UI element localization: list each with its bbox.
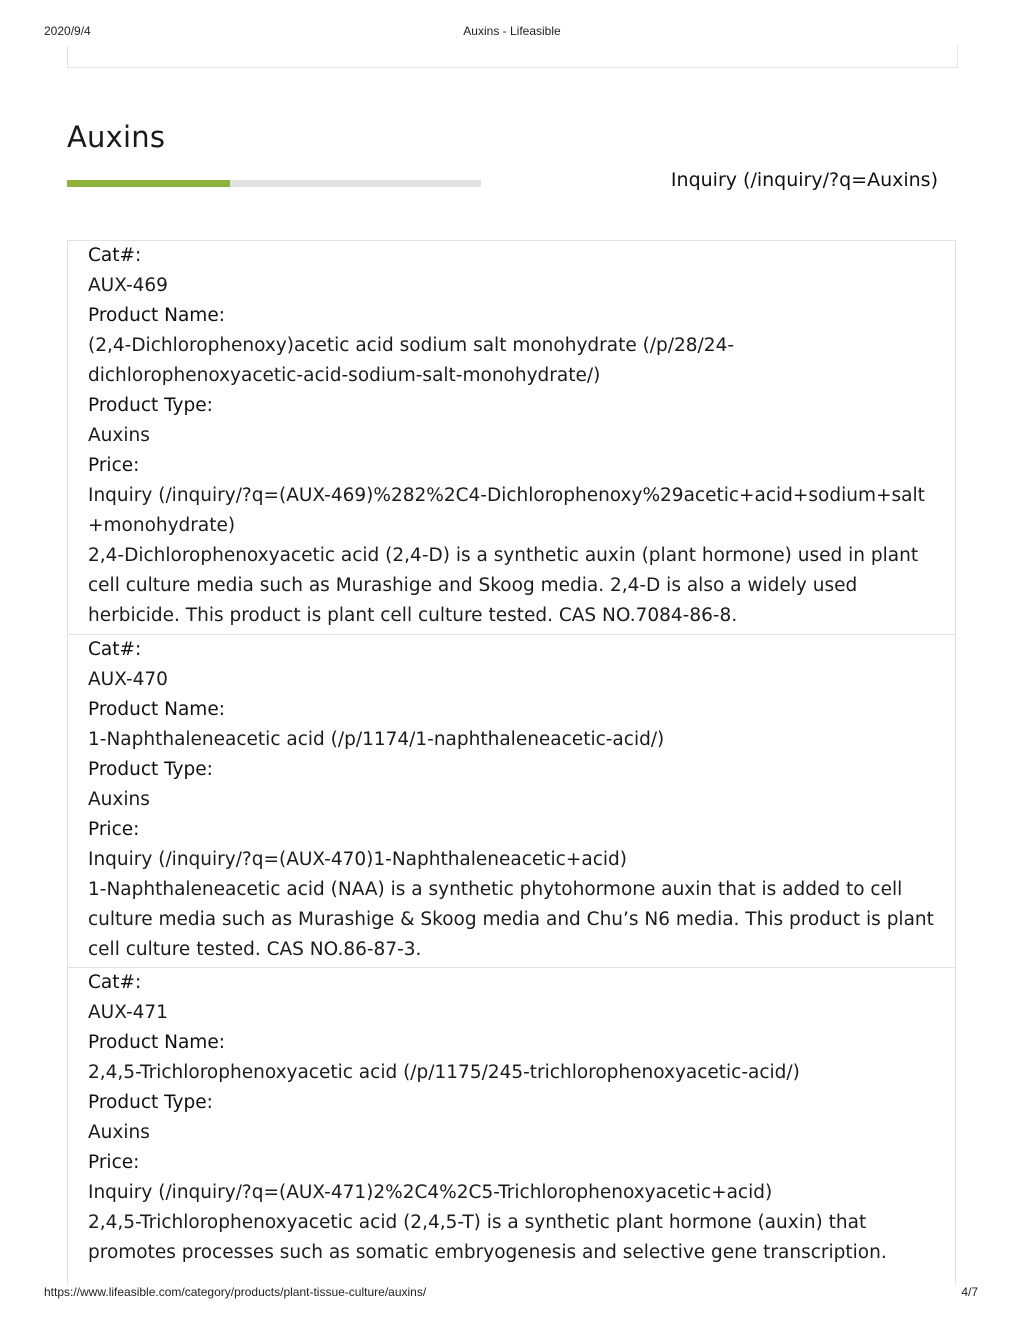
cat-value: AUX-471 bbox=[88, 1002, 168, 1023]
product-list bbox=[67, 240, 956, 1285]
print-header bbox=[0, 24, 1024, 42]
product-description: 2,4-Dichlorophenoxyacetic acid (2,4-D) is a synthetic auxin (plant hormone) used in plant cell culture media such as Murashige and Skoog media. 2,4-D is also a widely used herbicide. This product is plant cell culture tested. CAS NO.7084-86-8. bbox=[88, 545, 919, 626]
price-label: Price: bbox=[88, 1152, 140, 1173]
product-name-link[interactable]: (2,4-Dichlorophenoxy)acetic acid sodium salt monohydrate (/p/28/24-dichlorophenoxyacetic-acid-sodium-salt-monohydrate/) bbox=[88, 335, 735, 386]
price-label: Price: bbox=[88, 455, 140, 476]
product-description: 2,4,5-Trichlorophenoxyacetic acid (2,4,5-T) is a synthetic plant hormone (auxin) that promotes processes such as somatic embryogenesis and selective gene transcription. bbox=[88, 1212, 887, 1263]
product-name-link[interactable]: 1-Naphthaleneacetic acid (/p/1174/1-naphthaleneacetic-acid/) bbox=[88, 729, 665, 750]
price-inquiry-link[interactable]: Inquiry (/inquiry/?q=(AUX-471)2%2C4%2C5-Trichlorophenoxyacetic+acid) bbox=[88, 1182, 773, 1203]
product-name-label: Product Name: bbox=[88, 1032, 225, 1053]
cat-value: AUX-469 bbox=[88, 275, 168, 296]
price-inquiry-link[interactable]: Inquiry (/inquiry/?q=(AUX-470)1-Naphthaleneacetic+acid) bbox=[88, 849, 627, 870]
product-item bbox=[68, 635, 955, 968]
product-item bbox=[68, 241, 955, 635]
print-page-number: 4/7 bbox=[961, 1285, 978, 1299]
price-inquiry-link[interactable]: Inquiry (/inquiry/?q=(AUX-469)%282%2C4-Dichlorophenoxy%29acetic+acid+sodium+salt+monohydrate) bbox=[88, 485, 925, 536]
product-type-label: Product Type: bbox=[88, 1092, 213, 1113]
print-url: https://www.lifeasible.com/category/products/plant-tissue-culture/auxins/ bbox=[44, 1285, 427, 1299]
product-type-value: Auxins bbox=[88, 425, 150, 446]
cat-label: Cat#: bbox=[88, 639, 142, 660]
title-underline bbox=[67, 180, 481, 187]
previous-section-box bbox=[67, 46, 958, 68]
cat-label: Cat#: bbox=[88, 245, 142, 266]
product-item bbox=[68, 968, 955, 1268]
title-underline-accent bbox=[67, 180, 230, 187]
price-label: Price: bbox=[88, 819, 140, 840]
print-footer bbox=[0, 1285, 1024, 1303]
product-description: 1-Naphthaleneacetic acid (NAA) is a synthetic phytohormone auxin that is added to cell culture media such as Murashige & Skoog media and Chu’s N6 media. This product is plant cell culture tested. CAS NO.86-87-3. bbox=[88, 879, 934, 960]
product-type-value: Auxins bbox=[88, 1122, 150, 1143]
print-doc-title: Auxins - Lifeasible bbox=[463, 24, 561, 38]
page-title: Auxins bbox=[67, 120, 166, 154]
cat-value: AUX-470 bbox=[88, 669, 168, 690]
product-name-link[interactable]: 2,4,5-Trichlorophenoxyacetic acid (/p/1175/245-trichlorophenoxyacetic-acid/) bbox=[88, 1062, 800, 1083]
product-type-label: Product Type: bbox=[88, 395, 213, 416]
print-date: 2020/9/4 bbox=[44, 24, 91, 38]
product-name-label: Product Name: bbox=[88, 699, 225, 720]
product-type-value: Auxins bbox=[88, 789, 150, 810]
cat-label: Cat#: bbox=[88, 972, 142, 993]
product-type-label: Product Type: bbox=[88, 759, 213, 780]
product-name-label: Product Name: bbox=[88, 305, 225, 326]
inquiry-link[interactable]: Inquiry (/inquiry/?q=Auxins) bbox=[670, 169, 938, 191]
